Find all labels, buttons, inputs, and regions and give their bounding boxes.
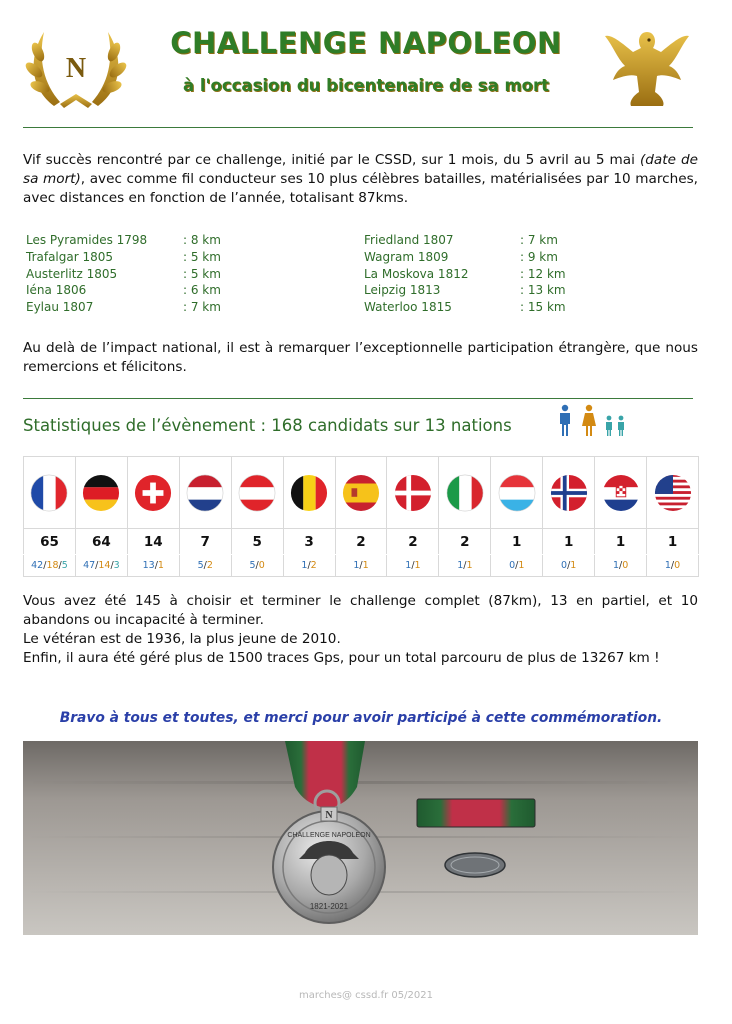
results-line: Le vétéran est de 1936, la plus jeune de 2010. xyxy=(23,631,341,647)
children-icon xyxy=(606,416,624,436)
thanks-message: Bravo à tous et toutes, et merci pour avoir participé à cette commémoration. xyxy=(59,710,663,726)
nation-breakdown: 5/2 xyxy=(179,555,231,577)
svg-text:CHALLENGE NAPOLEON: CHALLENGE NAPOLEON xyxy=(287,832,371,839)
norway-flag-icon xyxy=(550,474,588,512)
flags-row xyxy=(24,457,699,529)
nation-cell xyxy=(335,457,387,529)
battle-item: Eylau 1807 : 7 km xyxy=(26,300,221,315)
intro-paragraph: Vif succès rencontré par ce challenge, initié par le CSSD, sur 1 mois, du 5 avril au 5 mai (date de sa mort), avec comme fil conducteur ses 10 plus célèbres batailles, matérialisées par 10 marches, avec distances en fonction de l’année, totalisant 87kms. xyxy=(23,152,699,206)
denmark-flag-icon xyxy=(394,474,432,512)
page-title: CHALLENGE NAPOLEON xyxy=(170,26,562,60)
germany-flag-icon xyxy=(82,474,120,512)
battle-item: Friedland 1807 : 7 km xyxy=(364,233,558,247)
italy-flag-icon xyxy=(446,474,484,512)
nations-table xyxy=(23,456,699,577)
nation-cell xyxy=(75,457,127,529)
battle-item: Les Pyramides 1798 : 8 km xyxy=(26,233,221,247)
nation-breakdown: 42/18/5 xyxy=(24,555,76,577)
austria-flag-icon xyxy=(238,474,276,512)
netherlands-flag-icon xyxy=(186,474,224,512)
nation-breakdown: 1/1 xyxy=(335,555,387,577)
nation-cell xyxy=(439,457,491,529)
nation-total: 2 xyxy=(439,529,491,555)
medal-illustration xyxy=(23,741,698,935)
spain-flag-icon xyxy=(342,474,380,512)
medal-photo xyxy=(23,741,698,935)
nation-breakdown: 5/0 xyxy=(231,555,283,577)
nation-breakdown: 1/2 xyxy=(283,555,335,577)
nation-cell xyxy=(24,457,76,529)
nation-breakdown: 1/0 xyxy=(647,555,699,577)
svg-text:N: N xyxy=(325,810,333,821)
breakdown-row xyxy=(24,555,699,577)
international-paragraph: Au delà de l’impact national, il est à remarquer l’exceptionnelle participation étrangère, que nous remercions et félicitons. xyxy=(23,340,698,375)
battle-item: La Moskova 1812 : 12 km xyxy=(364,266,566,281)
stats-title: Statistiques de l’évènement : 168 candidats sur 13 nations xyxy=(23,416,512,435)
france-flag-icon xyxy=(30,474,68,512)
nation-total: 3 xyxy=(283,529,335,555)
nation-breakdown: 1/1 xyxy=(439,555,491,577)
family-people-icon xyxy=(557,404,629,438)
nation-breakdown: 13/1 xyxy=(127,555,179,577)
nation-total: 14 xyxy=(127,529,179,555)
croatia-flag-icon xyxy=(602,474,640,512)
footer-contact: marches@ cssd.fr 05/2021 xyxy=(299,990,433,1001)
nation-breakdown: 0/1 xyxy=(491,555,543,577)
results-line: Vous avez été 145 à choisir et terminer le challenge complet (87km), 13 en partiel, et 10 abandons ou incapacité à terminer. xyxy=(23,593,698,628)
woman-icon xyxy=(582,405,596,436)
nation-total: 1 xyxy=(647,529,699,555)
battle-item: Trafalgar 1805 : 5 km xyxy=(26,249,221,264)
svg-text:1821-2021: 1821-2021 xyxy=(309,902,349,911)
nation-cell xyxy=(647,457,699,529)
nation-total: 2 xyxy=(387,529,439,555)
switzerland-flag-icon xyxy=(134,474,172,512)
nation-total: 64 xyxy=(75,529,127,555)
nation-cell xyxy=(491,457,543,529)
page-subtitle: à l'occasion du bicentenaire de sa mort xyxy=(182,76,550,95)
results-line: Enfin, il aura été géré plus de 1500 traces Gps, pour un total parcouru de plus de 13267 km ! xyxy=(23,650,660,666)
divider xyxy=(23,398,693,399)
nation-total: 7 xyxy=(179,529,231,555)
battle-item: Austerlitz 1805 : 5 km xyxy=(26,266,221,281)
divider xyxy=(23,127,693,128)
nation-total: 1 xyxy=(543,529,595,555)
nation-cell xyxy=(387,457,439,529)
battle-item: Wagram 1809 : 9 km xyxy=(364,249,558,264)
nation-breakdown: 47/14/3 xyxy=(75,555,127,577)
battle-item: Iéna 1806 : 6 km xyxy=(26,283,221,298)
nation-total: 5 xyxy=(231,529,283,555)
luxembourg-flag-icon xyxy=(498,474,536,512)
nation-total: 1 xyxy=(491,529,543,555)
laurel-n-emblem-icon xyxy=(24,22,128,112)
man-icon xyxy=(560,405,570,436)
nation-cell xyxy=(127,457,179,529)
nation-total: 2 xyxy=(335,529,387,555)
battles-column-right xyxy=(364,232,664,316)
totals-row xyxy=(24,529,699,555)
svg-text:N: N xyxy=(65,53,87,84)
nation-breakdown: 0/1 xyxy=(543,555,595,577)
imperial-eagle-icon xyxy=(603,22,691,110)
nation-cell xyxy=(179,457,231,529)
battle-item: Leipzig 1813 : 13 km xyxy=(364,283,566,298)
nation-cell xyxy=(231,457,283,529)
results-paragraph xyxy=(23,592,698,668)
battle-item: Waterloo 1815 : 15 km xyxy=(364,300,566,315)
nation-cell xyxy=(283,457,335,529)
nation-breakdown: 1/1 xyxy=(387,555,439,577)
nation-cell xyxy=(595,457,647,529)
nation-cell xyxy=(543,457,595,529)
belgium-flag-icon xyxy=(290,474,328,512)
nation-breakdown: 1/0 xyxy=(595,555,647,577)
nation-total: 65 xyxy=(24,529,76,555)
battles-column-left xyxy=(26,232,346,316)
nation-total: 1 xyxy=(595,529,647,555)
usa-flag-icon xyxy=(654,474,692,512)
